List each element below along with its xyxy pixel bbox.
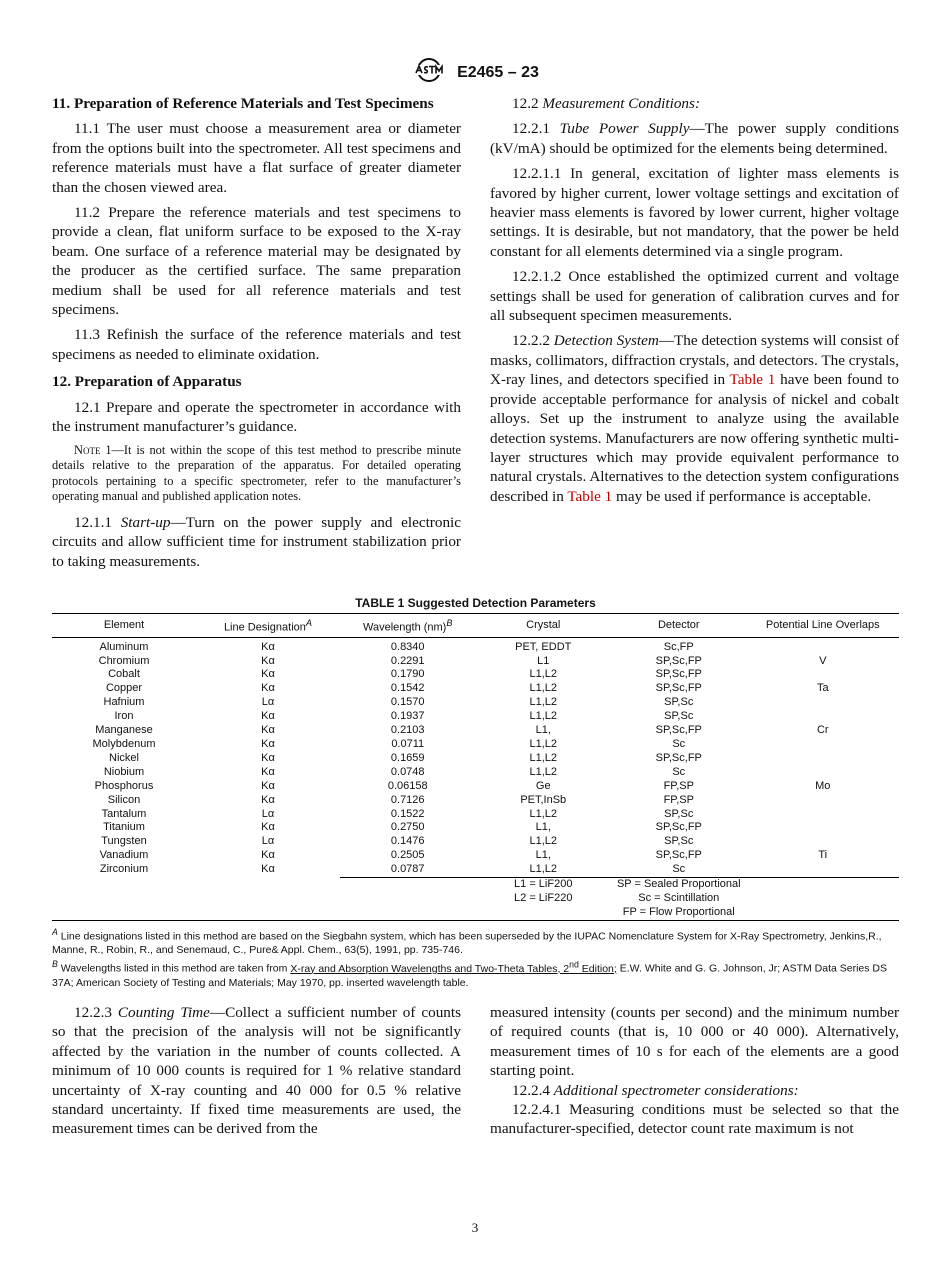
- para-11-2: 11.2 Prepare the reference materials and test specimens to provide a clean, flat uniform surface to be exposed to the X-ray beam. One surface of a reference material may be designated by the producer as the certified surface. The same preparation medium shall be used for all reference materials and test specimens.: [52, 204, 461, 319]
- footnote-text: Wavelengths listed in this method are taken from: [57, 962, 291, 975]
- reference-edition: Edition;: [578, 962, 617, 975]
- reference-link[interactable]: [290, 959, 617, 975]
- legend-spacer: [340, 906, 476, 920]
- table-row: [52, 766, 899, 780]
- table-cell: SP,Sc,FP: [655, 821, 702, 834]
- left-column-top: [52, 94, 461, 577]
- legend-spacer: [747, 878, 899, 892]
- table-cell: L1,L2: [529, 765, 557, 778]
- table-cell: Silicon: [107, 793, 141, 806]
- table-cell: 0.1659: [390, 751, 425, 764]
- para-12-2-1-1: 12.2.1.1 In general, excitation of lighter mass elements is favored by higher current, lower voltage settings and excitation of heavier mass elements is favored by lower current, higher voltage settings. It is desirable, but not mandatory, that the power be held constant for all elements determined via a single program.: [490, 165, 899, 260]
- table-cell: 0.0748: [390, 765, 425, 778]
- para-12-2-4: [490, 1081, 899, 1100]
- col-header-wavelength: [340, 614, 476, 638]
- para-text: —The detection systems will consist of masks, collimators, diffraction crystals, and detectors. The crystals, X-ray lines, and detectors specified in: [490, 332, 900, 389]
- table-cell: SP,Sc,FP: [655, 724, 702, 737]
- table-cell: [747, 821, 899, 835]
- table-cell: 0.1937: [390, 710, 425, 723]
- para-12-2-4-1: 12.2.4.1 Measuring conditions must be selected so that the manufacturer-specified, detector count rate maximum is not: [490, 1101, 899, 1138]
- table-1: [52, 596, 899, 990]
- table-cell: Tungsten: [101, 835, 147, 848]
- col-header-crystal: Crystal: [475, 614, 611, 638]
- table-cell: L1,L2: [529, 863, 557, 876]
- table-cell: L1,L2: [529, 668, 557, 681]
- header-text: Wavelength (nm): [363, 621, 447, 634]
- col-header-detector: Detector: [611, 614, 747, 638]
- table-row: [52, 794, 899, 808]
- table-cell: SP,Sc: [664, 710, 694, 723]
- table-row: [52, 821, 899, 835]
- para-number: 12.2.2: [512, 332, 554, 350]
- table-row: [52, 752, 899, 766]
- table-1-link[interactable]: Table 1: [567, 487, 613, 505]
- para-12-2-2: [490, 331, 899, 506]
- legend-spacer: [747, 906, 899, 920]
- table-cell: [747, 863, 899, 877]
- table-cell: Sc,FP: [663, 640, 694, 653]
- col-header-line: [196, 614, 340, 638]
- table-header-row: [52, 614, 899, 638]
- table-cell: V: [819, 654, 827, 667]
- note-text: 1—It is not within the scope of this test method to prescribe minute details relative to the preparation of the apparatus. For detailed operating protocols pertaining to a specific spectrometer, refer to the manufacturer’s operating manual and published application notes.: [52, 442, 461, 504]
- table-row: [52, 696, 899, 710]
- table-cell: PET,InSb: [520, 793, 567, 806]
- table-cell: Cobalt: [108, 668, 140, 681]
- table-cell: Copper: [105, 682, 143, 695]
- table-cell: FP,SP: [663, 779, 694, 792]
- col-header-element: Element: [52, 614, 196, 638]
- legend-cell: L1 = LiF200: [475, 878, 611, 892]
- table-cell: Manganese: [95, 724, 153, 737]
- table-cell: [747, 808, 899, 822]
- footnote-marker: A: [52, 926, 58, 937]
- table-cell: [747, 637, 899, 654]
- reference-title: X-ray and Absorption Wavelengths and Two-Theta Tables, 2: [290, 962, 570, 975]
- table-cell: [747, 668, 899, 682]
- table-cell: 0.1570: [390, 696, 425, 709]
- legend-cell: Sc = Scintillation: [638, 891, 720, 904]
- table-row: [52, 637, 899, 654]
- legend-spacer: [196, 906, 340, 920]
- table-cell: Cr: [816, 724, 829, 737]
- header-text: Line Designation: [223, 621, 306, 634]
- table-cell: Titanium: [103, 821, 145, 834]
- table-row: [52, 668, 899, 682]
- right-column-top: [490, 94, 899, 512]
- legend-spacer: [52, 892, 196, 906]
- table-cell: Nickel: [109, 751, 139, 764]
- table-cell: [747, 738, 899, 752]
- legend-spacer: [747, 892, 899, 906]
- table-cell: Sc: [672, 738, 686, 750]
- table-cell: SP,Sc,FP: [655, 682, 702, 695]
- para-12-2-3: [52, 1003, 461, 1139]
- para-title: Additional spectrometer considerations:: [553, 1081, 799, 1099]
- para-title: Detection System: [553, 332, 659, 350]
- para-number: 12.2.1: [512, 120, 560, 138]
- table-cell: SP,Sc: [664, 696, 694, 709]
- para-text: —Turn on the power supply and electronic circuits and allow sufficient time for instrument stabilization prior to taking measurements.: [52, 513, 462, 570]
- table-row: [52, 780, 899, 794]
- table-cell: Molybdenum: [92, 738, 156, 750]
- legend-row: [52, 878, 899, 892]
- table-cell: Ti: [818, 849, 828, 862]
- table-cell: [747, 794, 899, 808]
- legend-cell: FP = Flow Proportional: [611, 906, 747, 920]
- para-11-3: 11.3 Refinish the surface of the reference materials and test specimens as needed to eliminate oxidation.: [52, 326, 461, 363]
- left-column-bottom: [52, 1003, 461, 1139]
- table-cell: Kα: [261, 682, 275, 695]
- para-title: Start-up: [120, 513, 171, 531]
- table-cell: [747, 766, 899, 780]
- table-cell: 0.1522: [390, 807, 425, 820]
- table-cell: L1,L2: [529, 696, 557, 709]
- table-cell: L1,L2: [529, 835, 557, 848]
- table-cell: Sc: [672, 863, 686, 876]
- table-cell: FP,SP: [663, 793, 694, 806]
- footnote-marker: B: [446, 618, 453, 628]
- table-cell: Ta: [816, 682, 829, 695]
- table-row: [52, 682, 899, 696]
- legend-spacer: [196, 878, 340, 892]
- table-row: [52, 863, 899, 877]
- para-12-2-1-2: 12.2.1.2 Once established the optimized current and voltage settings shall be used for generation of calibration curves and for all subsequent specimen measurements.: [490, 268, 899, 325]
- page-number: 3: [471, 1220, 479, 1235]
- legend-cell: L2 = LiF220: [514, 891, 573, 904]
- table-cell: [747, 710, 899, 724]
- table-cell: 0.0711: [391, 738, 425, 750]
- table-cell: Kα: [261, 779, 275, 792]
- table-cell: SP,Sc,FP: [655, 668, 702, 681]
- table-cell: Lα: [261, 696, 275, 709]
- table-row: [52, 835, 899, 849]
- table-cell: Kα: [261, 654, 275, 667]
- para-text: —Collect a sufficient number of counts so that the precision of the analysis will not be significantly affected by the variation in the number of counts collected. A minimum of 10 000 counts is required for 1 % relative standard uncertainty of X-ray counting and 40 000 for 0.5 % relative standard uncertainty. If fixed time measurements are used, the measurement times can be derived from the: [52, 1004, 462, 1138]
- astm-logo-icon: [411, 56, 447, 89]
- para-text: —The power supply conditions (kV/mA) should be optimized for the elements being determined.: [490, 120, 899, 157]
- section-11-heading: 11. Preparation of Reference Materials and Test Specimens: [52, 95, 434, 112]
- table-row: [52, 738, 899, 752]
- para-text: have been found to provide acceptable performance for analysis of nickel and cobalt alloys. Set up the instrument to analyze using the available detection systems. Manufacturers are now offering synthetic multi-layer structures which may provide equivalent performance to natural crystals. Alternatives to the detection system configurations described in: [490, 371, 899, 505]
- table-cell: 0.7126: [390, 793, 425, 806]
- para-title: Measurement Conditions:: [542, 95, 700, 112]
- para-title: Counting Time: [117, 1004, 210, 1021]
- table-cell: Hafnium: [103, 696, 145, 709]
- table-cell: Zirconium: [99, 863, 149, 876]
- col-header-overlaps: Potential Line Overlaps: [747, 614, 899, 638]
- table-cell: L1: [537, 654, 550, 667]
- page-header: [0, 56, 950, 89]
- table-1-link[interactable]: Table 1: [729, 371, 776, 389]
- table-cell: 0.2103: [390, 724, 425, 737]
- table-cell: L1,: [535, 724, 551, 737]
- footnote-b: [52, 957, 899, 990]
- table-cell: Tantalum: [101, 807, 147, 820]
- table-cell: Kα: [261, 863, 275, 876]
- table-cell: Kα: [261, 710, 275, 723]
- para-number: 12.2.4: [512, 1081, 554, 1099]
- table-cell: Aluminum: [99, 640, 149, 653]
- para-12-1-1: [52, 513, 461, 571]
- legend-spacer: [52, 878, 196, 892]
- legend-cell: [475, 906, 611, 920]
- footnote-marker: B: [52, 959, 58, 970]
- legend-cell: SP = Sealed Proportional: [611, 878, 747, 892]
- para-12-1: 12.1 Prepare and operate the spectrometer in accordance with the instrument manufacturer’s guidance.: [52, 398, 461, 436]
- para-12-2-1: [490, 119, 899, 158]
- table-cell: [747, 835, 899, 849]
- para-11-1: 11.1 The user must choose a measurement area or diameter from the options built into the spectrometer. All test specimens and reference materials must have a flat surface of greater diameter than the chosen viewed area.: [52, 120, 461, 196]
- para-number: 12.1.1: [74, 513, 121, 531]
- note-1: [52, 443, 461, 505]
- standard-code: E2465 – 23: [457, 63, 539, 81]
- legend-spacer: [196, 892, 340, 906]
- table-cell: Sc: [672, 765, 686, 778]
- para-12-2-3-continued: measured intensity (counts per second) and the minimum number of required counts (that is, 10 000 or 40 000). Alternatively, measurement times of 10 s for each of the elements are a good starting point.: [490, 1004, 899, 1080]
- table-cell: Kα: [261, 724, 275, 737]
- table-cell: SP,Sc,FP: [655, 751, 702, 764]
- table-cell: Vanadium: [99, 849, 149, 862]
- table-cell: Mo: [815, 779, 831, 792]
- table-cell: SP,Sc: [664, 835, 694, 848]
- right-column-bottom: [490, 1003, 899, 1139]
- table-cell: Phosphorus: [94, 779, 154, 792]
- section-12-heading: 12. Preparation of Apparatus: [52, 373, 242, 391]
- table-cell: Kα: [261, 738, 275, 750]
- footnote-a: [52, 925, 899, 958]
- footnote-text: E.W. White and G. G. Johnson, Jr; ASTM Data Series DS 37A; American Society of Testing and Materials; May 1970, pp. inserted wavelength table.: [52, 962, 888, 989]
- table-cell: Iron: [114, 710, 134, 723]
- table-cell: Kα: [261, 640, 275, 653]
- para-number: 12.2: [512, 95, 543, 112]
- table-row: [52, 808, 899, 822]
- para-12-2: [490, 94, 899, 113]
- table-cell: L1,L2: [529, 807, 557, 820]
- table-cell: L1,L2: [529, 682, 557, 695]
- table-row: [52, 655, 899, 669]
- table-cell: 0.2750: [390, 821, 425, 834]
- legend-spacer: [340, 878, 476, 892]
- table-cell: SP,Sc: [664, 807, 694, 820]
- legend-row: [52, 892, 899, 906]
- table-row: [52, 710, 899, 724]
- table-cell: 0.1476: [390, 835, 425, 848]
- table-cell: SP,Sc,FP: [655, 654, 702, 667]
- table-cell: [747, 696, 899, 710]
- table-cell: SP,Sc,FP: [655, 849, 702, 862]
- legend-spacer: [340, 892, 476, 906]
- legend-row: [52, 906, 899, 920]
- table-cell: Kα: [261, 668, 275, 681]
- detection-parameters-table: [52, 613, 899, 921]
- table-cell: Lα: [261, 807, 275, 820]
- table-cell: L1,L2: [529, 738, 557, 750]
- table-cell: 0.2505: [390, 849, 425, 862]
- table-cell: L1,L2: [529, 710, 557, 723]
- table-cell: 0.2291: [390, 654, 425, 667]
- table-cell: Ge: [535, 779, 551, 792]
- footnote-text: Line designations listed in this method are based on the Siegbahn system, which has been superseded by the IUPAC Nomenclature System for X-Ray Spectrometry, Jenkins,R., Manne, R., Robin, R., and Senemaud, C., Pure& Appl. Chem., 63(5), 1991, pp. 735-746.: [52, 930, 882, 957]
- table-cell: 0.8340: [390, 640, 425, 653]
- para-text: may be used if performance is acceptable.: [612, 487, 872, 505]
- table-cell: Kα: [261, 821, 275, 834]
- legend-spacer: [52, 906, 196, 920]
- table-cell: 0.0787: [390, 863, 425, 876]
- table-cell: L1,L2: [529, 751, 557, 764]
- table-cell: PET, EDDT: [515, 640, 572, 653]
- table-cell: Lα: [261, 835, 275, 848]
- table-cell: 0.06158: [387, 779, 428, 792]
- table-cell: Kα: [261, 751, 275, 764]
- table-row: [52, 849, 899, 863]
- table-cell: L1,: [535, 849, 551, 862]
- table-cell: Chromium: [98, 654, 150, 667]
- para-number: 12.2.3: [74, 1004, 118, 1021]
- note-label: Note: [74, 442, 101, 457]
- para-title: Tube Power Supply: [559, 120, 690, 138]
- table-cell: Kα: [261, 849, 275, 862]
- table-cell: 0.1790: [390, 668, 425, 681]
- table-cell: L1,: [535, 821, 551, 834]
- reference-sup: nd: [569, 959, 579, 970]
- table-row: [52, 724, 899, 738]
- table-cell: Kα: [261, 793, 275, 806]
- table-cell: Niobium: [103, 765, 145, 778]
- table-cell: [747, 752, 899, 766]
- footnote-marker: A: [305, 618, 312, 628]
- table-title: TABLE 1 Suggested Detection Parameters: [355, 596, 596, 610]
- table-cell: Kα: [261, 765, 275, 778]
- table-cell: 0.1542: [390, 682, 425, 695]
